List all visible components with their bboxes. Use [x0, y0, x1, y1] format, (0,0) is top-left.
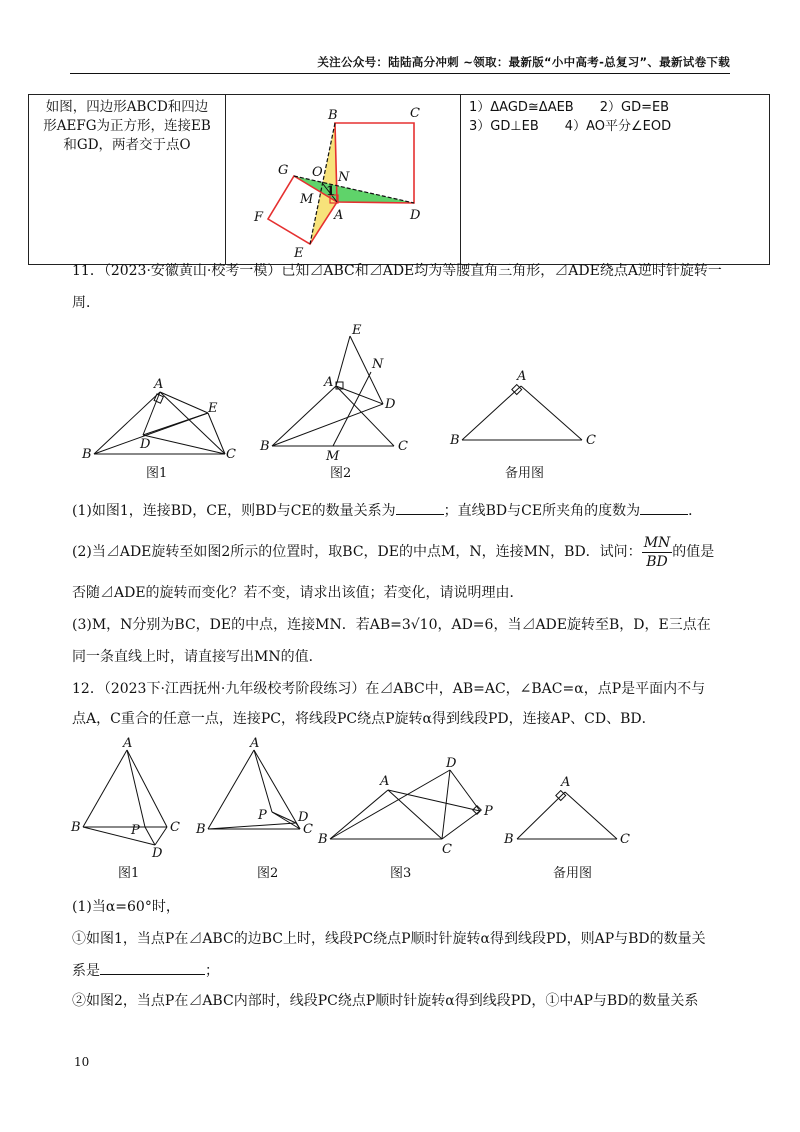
q11-part2: [72, 532, 732, 572]
q11-caption-2: 图2: [330, 466, 352, 481]
label-b: B: [318, 832, 328, 847]
line: [442, 770, 450, 839]
line: [254, 750, 272, 812]
label-m: M: [326, 449, 340, 464]
line: [272, 404, 383, 446]
q12-caption-4: 备用图: [553, 866, 593, 881]
table-conclusions-cell: [461, 95, 770, 265]
label-c: C: [410, 106, 420, 121]
label-n: N: [372, 357, 384, 372]
label-d: D: [298, 810, 309, 825]
label-c: C: [226, 447, 236, 462]
header-rule: [70, 73, 730, 74]
line: [83, 750, 127, 827]
description-line: 和GD，两者交于点O: [63, 137, 191, 153]
q12-sub2-line1: ②如图2，当点P在⊿ABC内部时，线段PC绕点P顺时针旋转α得到线段PD，①中AP与BD的数量关系: [72, 993, 699, 1009]
q11-part2-text: (2)当⊿ADE旋转至如图2所示的位置时，取BC，DE的中点M，N，连接MN，BD．试问：: [72, 544, 642, 560]
table-description-cell: [29, 95, 226, 265]
label-c: C: [398, 439, 408, 454]
label-b: B: [71, 820, 81, 835]
line: [143, 392, 160, 435]
q12-fig3: [317, 756, 493, 857]
label-e: E: [352, 323, 362, 338]
q12-caption-3: 图3: [390, 866, 412, 881]
label-d: D: [140, 437, 151, 452]
line: [155, 827, 167, 845]
label-b: B: [82, 447, 92, 462]
fraction-mn-bd: [642, 534, 673, 571]
label-n: N: [338, 170, 350, 185]
label-e: E: [294, 246, 304, 260]
q11-stem-line1: 11．（2023·安徽黄山·校考一模）已知⊿ABC和⊿ADE均为等腰直角三角形，⊿ADE绕点A逆时针旋转一: [72, 263, 722, 279]
q11-caption-3: 备用图: [505, 466, 545, 481]
line: [388, 790, 480, 811]
label-d: D: [385, 397, 396, 412]
line: [208, 823, 296, 829]
q12-part1: (1)当α=60°时，: [72, 899, 180, 915]
line: [94, 413, 208, 454]
q12-backup-figure: [503, 775, 630, 847]
label-c: C: [303, 822, 313, 837]
table-figure-cell: [226, 95, 461, 265]
q11-part1-text2: ；直线BD与CE所夹角的度数为: [443, 503, 641, 519]
q11-part1: [72, 500, 732, 522]
q11-part2-text2: 的值是: [672, 544, 715, 560]
line: [336, 386, 394, 446]
summary-table: [28, 94, 770, 265]
answer-blank[interactable]: [640, 500, 688, 515]
label-c: C: [586, 433, 596, 448]
line: [145, 827, 155, 845]
label-a: A: [561, 775, 571, 790]
line: [336, 336, 350, 386]
q11-part1-end: ．: [688, 503, 703, 519]
line: [160, 392, 208, 413]
q11-caption-1: 图1: [146, 466, 168, 481]
line: [330, 770, 450, 839]
line: [272, 386, 336, 446]
q11-stem-line2: 周．: [72, 295, 100, 311]
description-line: 如图，四边形ABCD和四边: [45, 99, 209, 115]
label-b: B: [450, 433, 460, 448]
q12-stem-line1: 12．（2023下·江西抚州·九年级校考阶段练习）在⊿ABC中，AB=AC，∠BAC=α，点P是平面内不与: [72, 681, 706, 697]
answer-blank[interactable]: [396, 500, 444, 515]
q11-part1-text: (1)如图1，连接BD，CE，则BD与CE的数量关系为: [72, 503, 396, 519]
label-b: B: [196, 822, 206, 837]
conclusion-line: 1）ΔAGD≅ΔAEB 2）GD=EB: [469, 100, 670, 115]
label-b: B: [328, 108, 338, 123]
q11-part3-line1: (3)M，N分别为BC，DE的中点，连接MN．若AB=3√10，AD=6，当⊿ADE旋转至B，D，E三点在: [72, 617, 711, 633]
q11-backup-figure: [449, 369, 596, 448]
label-a: A: [154, 377, 164, 392]
label-a: A: [380, 774, 390, 789]
q11-fig2: [259, 323, 408, 464]
label-c: C: [620, 832, 630, 847]
label-f: F: [254, 210, 264, 225]
label-a: A: [517, 369, 527, 384]
label-angle-1: 1: [326, 184, 336, 199]
line: [517, 792, 565, 839]
label-g: G: [278, 163, 289, 178]
q11-part3-line2: 同一条直线上时，请直接写出MN的值．: [72, 649, 323, 665]
line: [127, 750, 167, 827]
q12-sub1-line1: ①如图1，当点P在⊿ABC的边BC上时，线段PC绕点P顺时针旋转α得到线段PD，则AP与BD的数量关: [72, 931, 706, 947]
q12-sub1-end: ；: [205, 963, 219, 979]
line: [388, 790, 442, 839]
line: [83, 827, 155, 845]
label-d: D: [446, 756, 457, 771]
q12-fig1: [70, 736, 180, 861]
description-line: 形AEFG为正方形，连接EB: [43, 118, 211, 134]
label-a: A: [324, 375, 334, 390]
q12-caption-1: 图1: [118, 866, 140, 881]
line: [208, 750, 254, 829]
label-p: P: [484, 804, 493, 819]
label-b: B: [504, 832, 514, 847]
line: [330, 790, 388, 839]
line: [462, 386, 521, 440]
label-c: C: [442, 842, 452, 857]
q12-fig2: [195, 736, 313, 837]
label-p: P: [258, 808, 267, 823]
q11-part2-line2: 否随⊿ADE的旋转而变化？若不变，请求出该值；若变化，请说明理由．: [72, 585, 524, 601]
line: [143, 435, 225, 454]
label-e: E: [208, 401, 218, 416]
q12-stem-line2: 点A，C重合的任意一点，连接PC，将线段PC绕点P旋转α得到线段PD，连接AP、CD、BD．: [72, 711, 656, 727]
line: [565, 792, 617, 839]
label-a: A: [334, 208, 344, 223]
answer-blank[interactable]: [100, 960, 205, 975]
fraction-numerator: MN: [643, 534, 671, 551]
line: [127, 750, 145, 827]
q11-figures: [80, 320, 640, 465]
label-a: A: [123, 736, 133, 751]
page-number: 10: [74, 1055, 90, 1069]
label-p: P: [131, 823, 140, 838]
label-a: A: [250, 736, 260, 751]
line: [208, 413, 225, 454]
conclusion-line: 3）GD⊥EB 4）AO平分∠EOD: [469, 119, 672, 134]
q12-caption-2: 图2: [257, 866, 279, 881]
line: [272, 812, 296, 823]
q12-sub1-line2: [72, 960, 732, 982]
two-squares-figure: [226, 95, 460, 260]
fraction-denominator: BD: [646, 553, 668, 570]
q11-fig1: [81, 377, 236, 462]
q12-sub1-text: 系是: [72, 963, 100, 979]
label-b: B: [260, 439, 270, 454]
line: [442, 811, 480, 839]
label-m: M: [300, 192, 314, 207]
label-d: D: [410, 208, 421, 223]
q12-figures: [60, 735, 680, 865]
line: [333, 372, 371, 446]
line: [272, 812, 300, 829]
label-o: O: [312, 165, 323, 180]
line: [521, 386, 582, 440]
label-c: C: [170, 820, 180, 835]
page-header: 关注公众号：陆陆高分冲刺 ~领取：最新版“小中高考-总复习”、最新试卷下载: [317, 55, 730, 69]
label-d: D: [152, 846, 163, 861]
